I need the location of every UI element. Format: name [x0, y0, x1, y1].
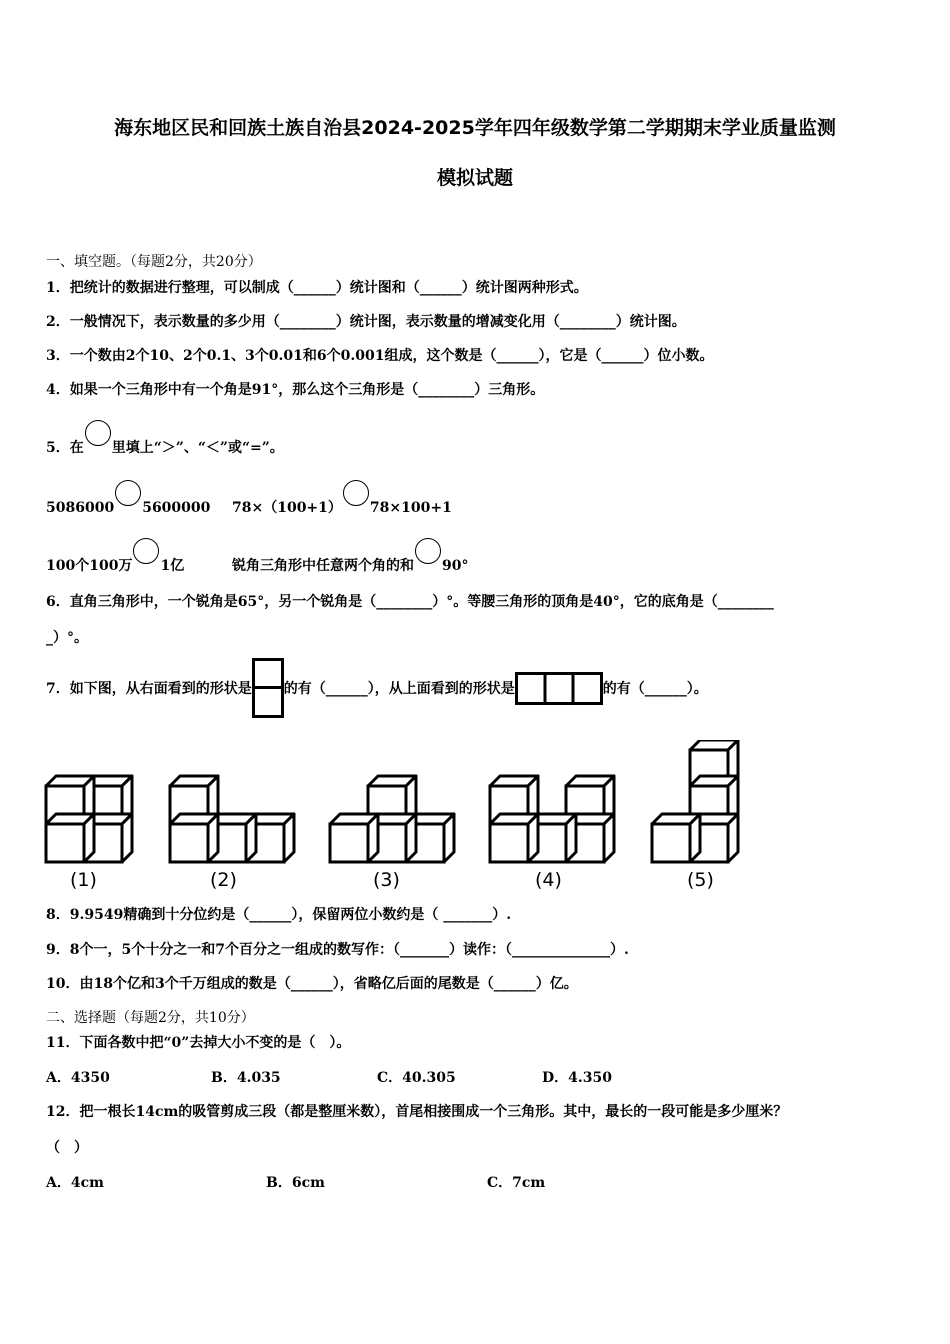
question-12-line1: 12．把一根长14cm的吸管剪成三段（都是整厘米数），首尾相接围成一个三角形。其中，最长的一段可能是多少厘米？ — [46, 1104, 788, 1120]
question-9: 9．8个一，5个十分之一和7个百分之一组成的数写作：（_______）读作：（______________）. — [46, 942, 629, 958]
q5-row2-a-left: 100个100万 — [46, 558, 133, 574]
compare-circle-icon[interactable] — [343, 480, 369, 506]
question-2: 2．一般情况下，表示数量的多少用（________）统计图，表示数量的增减变化用（________）统计图。 — [46, 314, 686, 330]
question-5 — [46, 420, 284, 457]
q5-row1-b-right: 78×100+1 — [369, 500, 452, 516]
compare-circle-icon — [85, 420, 111, 446]
q5-compare-4 — [232, 538, 468, 575]
compare-circle-icon[interactable] — [415, 538, 441, 564]
figure-5-cubes — [652, 740, 738, 862]
question-10: 10．由18个亿和3个千万组成的数是（______），省略亿后面的尾数是（______）亿。 — [46, 976, 578, 992]
q7-part3: 的有（______）。 — [602, 681, 708, 697]
question-6-line1: 6．直角三角形中，一个锐角是65°，另一个锐角是（________）°。等腰三角形的顶角是40°，它的底角是（________ — [46, 594, 774, 610]
cube-figures — [40, 740, 760, 892]
q11-option-a[interactable]: A．4350 — [46, 1070, 110, 1086]
exam-title-line2: 模拟试题 — [436, 167, 513, 189]
question-12-line2: （ ） — [46, 1140, 88, 1156]
figure-2-cubes — [170, 776, 294, 862]
q5-row1-b-left: 78×（100+1） — [232, 500, 342, 516]
q5-compare-3 — [46, 538, 184, 575]
q12-option-b[interactable]: B．6cm — [266, 1175, 325, 1191]
figure-label-3: (3) — [373, 869, 400, 891]
question-8: 8．9.9549精确到十分位约是（______），保留两位小数约是（ _______）. — [46, 907, 512, 923]
q5-row1-a-right: 5600000 — [142, 500, 211, 516]
figure-label-4: (4) — [535, 869, 562, 891]
q5-row2-b-right: 90° — [442, 558, 469, 574]
q11-option-c[interactable]: C．40.305 — [377, 1070, 456, 1086]
q11-option-b[interactable]: B．4.035 — [211, 1070, 281, 1086]
q12-option-c[interactable]: C．7cm — [487, 1175, 546, 1191]
figure-3-cubes — [330, 776, 454, 862]
question-4: 4．如果一个三角形中有一个角是91°，那么这个三角形是（________）三角形。 — [46, 382, 545, 398]
question-3: 3．一个数由2个10、2个0.1、3个0.01和6个0.001组成，这个数是（______），它是（______）位小数。 — [46, 348, 714, 364]
exam-title-line1: 海东地区民和回族土族自治县2024-2025学年四年级数学第二学期期末学业质量监测 — [114, 117, 836, 139]
figure-4-cubes — [490, 776, 614, 862]
q7-part1: 7．如下图，从右面看到的形状是 — [46, 681, 252, 697]
question-1: 1．把统计的数据进行整理，可以制成（______）统计图和（______）统计图两种形式。 — [46, 280, 588, 296]
q5-text-before: 5．在 — [46, 440, 84, 456]
figure-1-cubes — [46, 776, 132, 862]
question-6-line2: _）°。 — [46, 630, 88, 646]
compare-circle-icon[interactable] — [133, 538, 159, 564]
section1-heading: 一、填空题。（每题2分，共20分） — [46, 254, 262, 270]
q5-row2-a-right: 1亿 — [160, 558, 185, 574]
question-7 — [46, 658, 708, 720]
q5-row1-a-left: 5086000 — [46, 500, 115, 516]
q5-compare-2 — [232, 480, 452, 517]
side-view-two-stacked-squares-icon — [252, 658, 284, 718]
top-view-three-squares-icon — [515, 672, 603, 705]
q5-row2-b-left: 锐角三角形中任意两个角的和 — [232, 558, 414, 574]
compare-circle-icon[interactable] — [115, 480, 141, 506]
q11-option-d[interactable]: D．4.350 — [542, 1070, 612, 1086]
question-11: 11．下面各数中把“0”去掉大小不变的是（ ）。 — [46, 1035, 351, 1051]
section2-heading: 二、选择题（每题2分，共10分） — [46, 1010, 255, 1026]
q7-part2: 的有（______），从上面看到的形状是 — [283, 681, 515, 697]
figure-label-2: (2) — [210, 869, 237, 891]
q5-text-after: 里填上“＞”、“＜”或“=”。 — [111, 440, 284, 456]
figure-label-1: (1) — [70, 869, 97, 891]
figure-label-5: (5) — [687, 869, 714, 891]
q5-compare-1 — [46, 480, 210, 516]
q12-option-a[interactable]: A．4cm — [46, 1175, 104, 1191]
